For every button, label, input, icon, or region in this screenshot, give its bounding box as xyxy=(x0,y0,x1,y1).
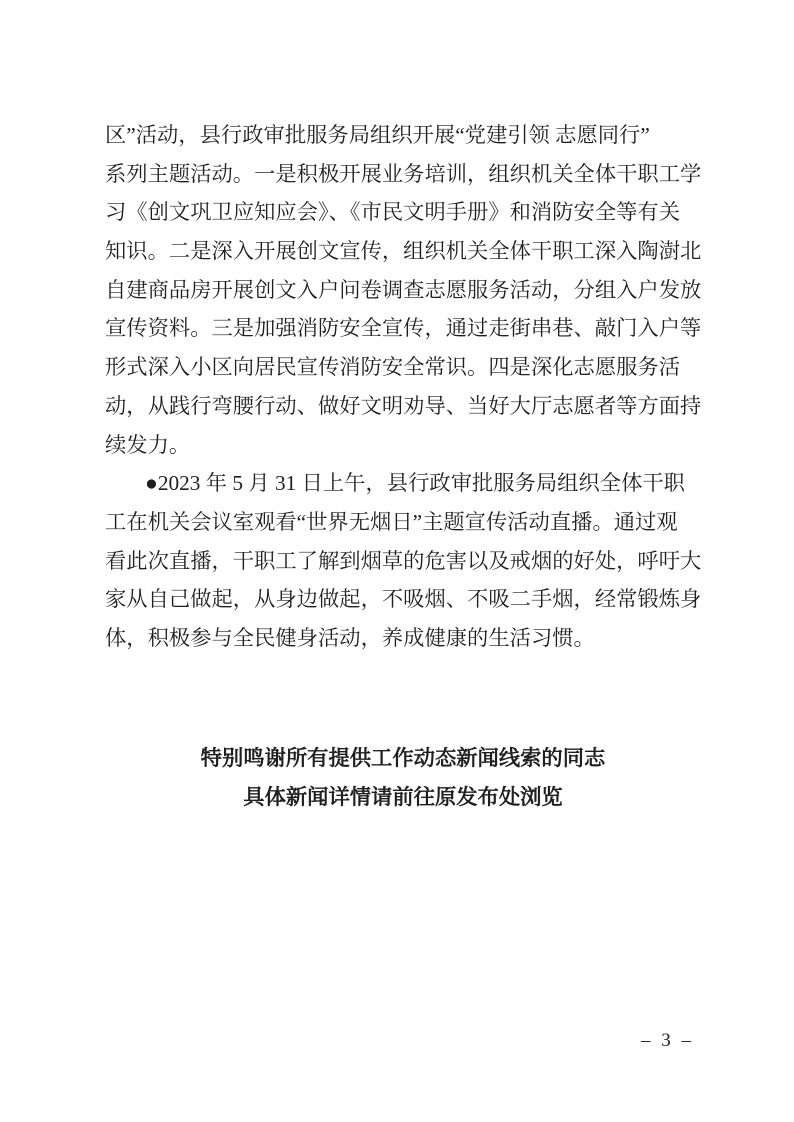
text-line: 家从自己做起，从身边做起，不吸烟、不吸二手烟，经常锻炼身 xyxy=(105,587,702,612)
text-line: 工在机关会议室观看“世界无烟日”主题宣传活动直播。通过观 xyxy=(105,509,678,534)
text-line: 动，从践行弯腰行动、做好文明劝导、当好大厅志愿者等方面持 xyxy=(105,393,702,418)
bullet-text-line: ●2023 年 5 月 31 日上午，县行政审批服务局组织全体干职 xyxy=(145,471,685,496)
text-line: 形式深入小区向居民宣传消防安全常识。四是深化志愿服务活 xyxy=(105,355,681,380)
text-line: 宣传资料。三是加强消防安全宣传，通过走街串巷、敲门入户等 xyxy=(105,316,702,341)
text-line: 自建商品房开展创文入户问卷调查志愿服务活动，分组入户发放 xyxy=(105,277,702,302)
text-line: 系列主题活动。一是积极开展业务培训，组织机关全体干职工学 xyxy=(105,161,702,186)
text-line: 体，积极参与全民健身活动，养成健康的生活习惯。 xyxy=(105,625,595,650)
closing-line-details: 具体新闻详情请前往原发布处浏览 xyxy=(243,784,563,809)
body-text xyxy=(105,116,705,658)
text-line: 看此次直播，干职工了解到烟草的危害以及戒烟的好处，呼吁大 xyxy=(105,548,702,573)
text-line: 知识。二是深入开展创文宣传，组织机关全体干职工深入陶澍北 xyxy=(105,239,702,264)
closing-line-thanks: 特别鸣谢所有提供工作动态新闻线索的同志 xyxy=(200,746,606,770)
text-line: 习《创文巩卫应知应会》、《市民文明手册》和消防安全等有关 xyxy=(105,200,681,225)
text-line: 续发力。 xyxy=(105,432,191,457)
page-number: – 3 – xyxy=(641,1030,694,1051)
closing-note xyxy=(105,739,701,816)
text-line: 区”活动，县行政审批服务局组织开展“党建引领 志愿同行” xyxy=(105,123,650,147)
